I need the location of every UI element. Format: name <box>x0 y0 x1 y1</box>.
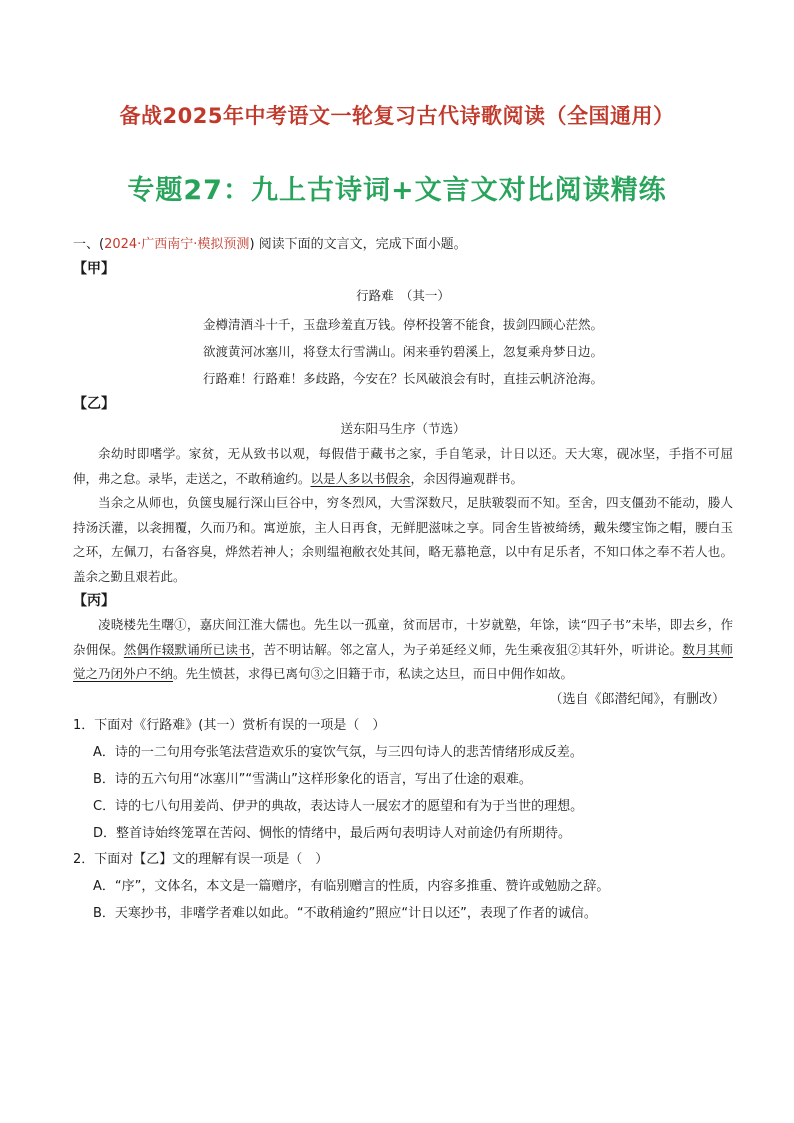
intro-suffix: ) 阅读下面的文言文，完成下面小题。 <box>249 237 467 252</box>
question-intro <box>73 232 733 257</box>
document-title: 备战2025年中考语文一轮复习古代诗歌阅读（全国通用） <box>119 104 675 128</box>
prose-text: 凌晓楼先生曙 <box>98 617 175 632</box>
prose-bing <box>73 613 733 687</box>
question-1-option-c: C．诗的七八句用姜尚、伊尹的典故，表达诗人一展宏才的愿望和有为于当世的理想。 <box>93 798 584 814</box>
question-2-option-b: B．天寒抄书，非嗜学者难以如此。“不敢稍逾约”照应“计日以还”，表现了作者的诚信。 <box>93 905 597 921</box>
section-label-jia: 【甲】 <box>73 261 115 277</box>
source-citation: （选自《郎潜纪闻》，有删改） <box>549 691 725 707</box>
prose-paragraph <box>73 442 733 491</box>
intro-prefix: 一、( <box>73 237 105 252</box>
underlined-sentence: 数月其师觉之乃闭外户不纳 <box>73 641 733 681</box>
prose-text: ，嘉庆间江淮大儒也。先生以一孤童，贫而居市，十岁就塾，年馀，读“四子书”未毕，即去乡，作杂佣保。 <box>73 617 733 657</box>
document-subtitle: 专题27：九上古诗词+文言文对比阅读精练 <box>127 175 667 206</box>
poem-title: 行路难 （其一） <box>356 288 450 303</box>
question-1-option-a: A．诗的一二句用夸张笔法营造欢乐的宴饮气氛，与三四句诗人的悲苦情绪形成反差。 <box>93 744 583 760</box>
poem-line: 金樽清酒斗十千，玉盘珍羞直万钱。停杯投箸不能食，拔剑四顾心茫然。 <box>202 317 603 332</box>
poem-line: 欲渡黄河冰塞川，将登太行雪满山。闲来垂钓碧溪上，忽复乘舟梦日边。 <box>202 344 603 359</box>
prose-text: 余幼时即嗜学。家贫，无从致书以观，每假借于藏书之家，手自笔录，计日以还。天大寒，砚冰坚，手指不可屈伸，弗之怠。录毕，走送之，不敢稍逾约。 <box>73 446 733 486</box>
document-body <box>73 232 733 927</box>
prose-paragraph <box>73 613 733 687</box>
underlined-sentence: 以是人多以书假余 <box>310 470 411 486</box>
prose-text: ，余因得遍观群书。 <box>410 470 524 486</box>
section-label-bing: 【丙】 <box>73 593 115 609</box>
prose-text: 其轩外，听讲论。 <box>580 641 683 657</box>
footnote-marker: ② <box>568 641 581 657</box>
prose-yi <box>73 442 733 589</box>
footnote-marker: ① <box>174 617 187 632</box>
question-2-option-a: A．“序”，文体名，本文是一篇赠序，有临别赠言的性质，内容多推重、赞许或勉励之辞。 <box>93 878 610 894</box>
prose-paragraph: 当余之从师也，负箧曳屣行深山巨谷中，穷冬烈风，大雪深数尺，足肤皲裂而不知。至舍，四支僵劲不能动，媵人持汤沃灌，以衾拥覆，久而乃和。寓逆旅，主人日再食，无鲜肥滋味之享。同舍生皆被绮绣，戴朱缨宝饰之帽，腰白玉之环，左佩刀，右备容臭，烨然若神人；余则缊袍敝衣处其间，略无慕艳意，以中有足乐者，不知口体之奉不若人也。盖余之勤且艰若此。 <box>73 495 733 584</box>
footnote-marker: ③ <box>310 666 324 681</box>
prose-title: 送东阳马生序（节选） <box>340 421 466 436</box>
intro-source: 2024·广西南宁·模拟预测 <box>104 237 250 252</box>
section-label-yi: 【乙】 <box>73 396 115 412</box>
question-1-option-d: D．整首诗始终笼罩在苦闷、惆怅的情绪中，最后两句表明诗人对前途仍有所期待。 <box>93 825 572 841</box>
question-2-stem: 2．下面对【乙】文的理解有误一项是（ ） <box>73 851 329 867</box>
prose-text: 之旧籍于市，私读之达旦，而日中佣作如故。 <box>323 666 574 681</box>
question-1-option-b: B．诗的五六句用“冰塞川”“雪满山”这样形象化的语言，写出了仕途的艰难。 <box>93 771 532 787</box>
poem-line: 行路难！行路难！多歧路，今安在？长风破浪会有时，直挂云帆济沧海。 <box>202 371 603 386</box>
question-1-stem: 1．下面对《行路难》(其一）赏析有误的一项是（ ） <box>73 717 386 733</box>
underlined-sentence: 然偶作辍默诵所已读书 <box>123 641 251 657</box>
prose-text: ，苦不明诂解。邻之富人，为子弟延经义师，先生乘夜狙 <box>250 641 569 657</box>
prose-text: 。先生愤甚，求得已离句 <box>173 666 311 681</box>
